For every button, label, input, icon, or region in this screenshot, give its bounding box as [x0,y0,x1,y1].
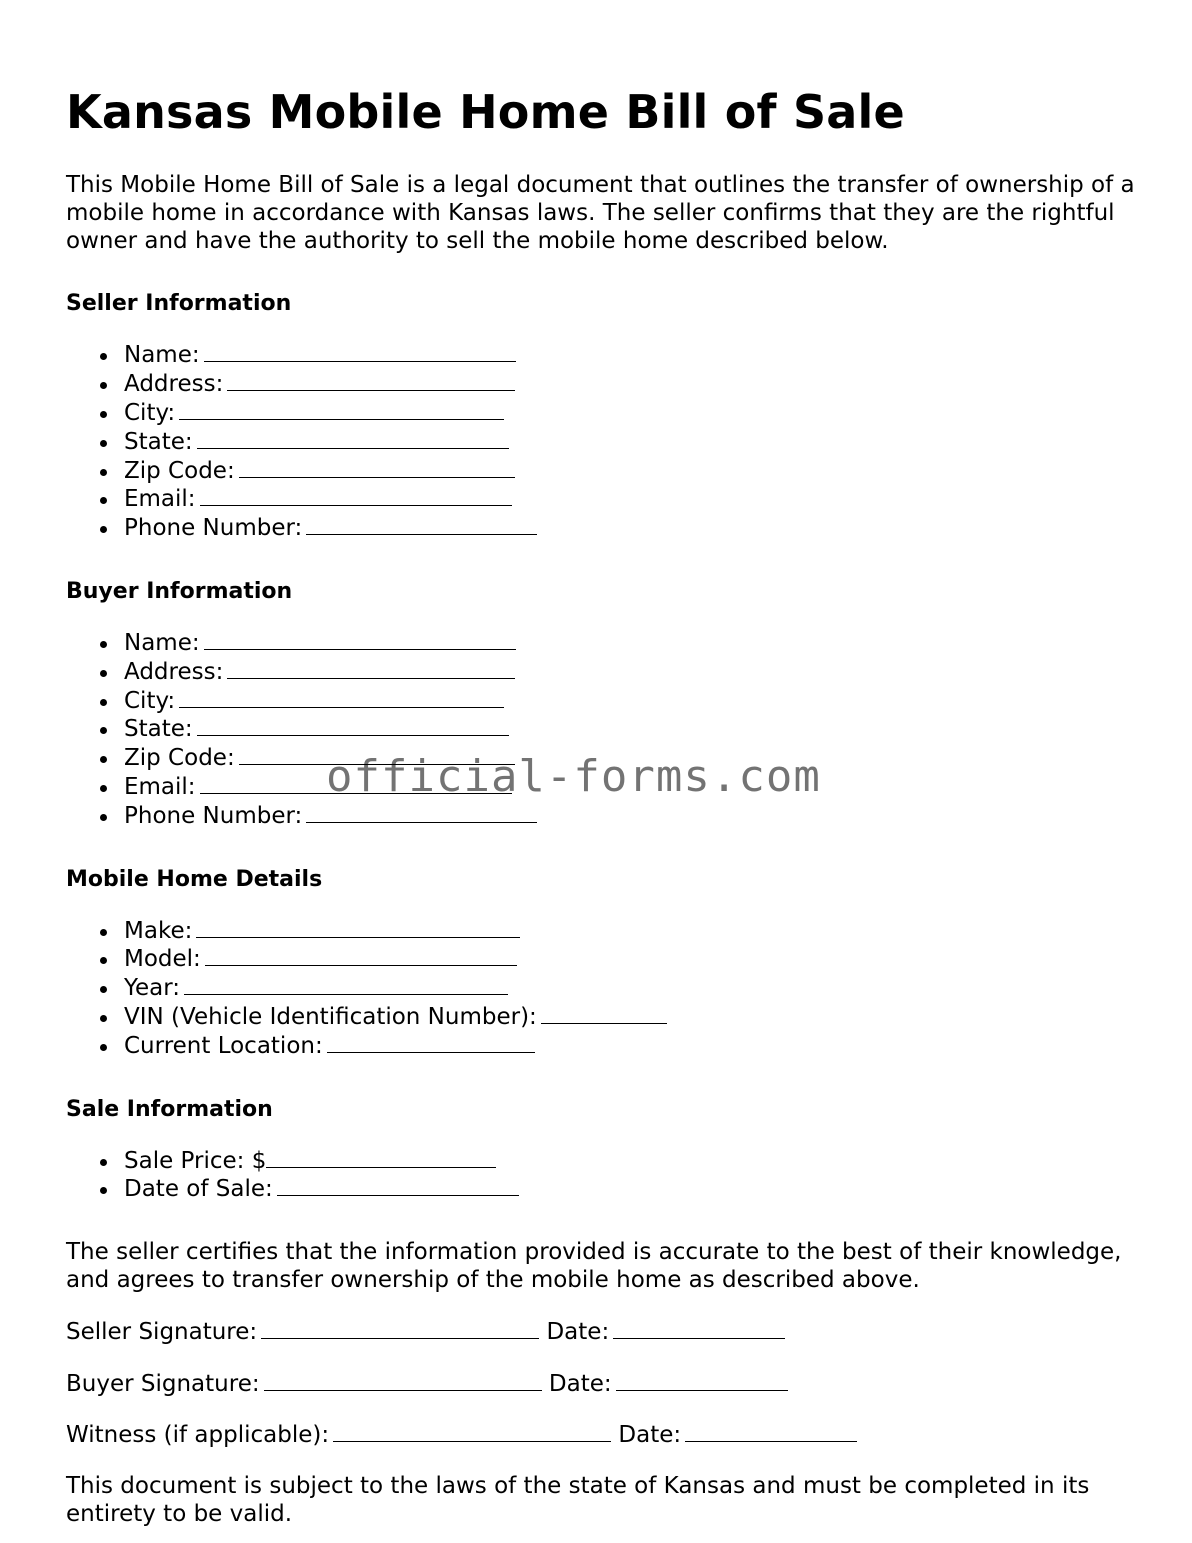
buyer-name-field[interactable]: Name: [124,629,1136,658]
seller-email-field[interactable]: Email: [124,485,1136,514]
blank-line [196,917,520,938]
home-make-field[interactable]: Make: [124,917,1136,946]
buyer-city-field[interactable]: City: [124,687,1136,716]
blank-line [197,428,509,449]
blank-line [179,399,504,420]
watermark-text: official-forms.com [326,751,821,802]
buyer-address-field[interactable]: Address: [124,658,1136,687]
blank-line [204,341,516,362]
certification-paragraph: The seller certifies that the information provided is accurate to the best of their knowledge, and agrees to transfer ownership of the mobile home as described above. [66,1239,1122,1293]
buyer-section-heading: Buyer Information [66,578,293,604]
seller-state-field[interactable]: State: [124,428,1136,457]
sale-field-list [66,1147,1136,1205]
blank-line [239,457,515,478]
blank-line [685,1421,857,1442]
document-page [66,82,1136,1529]
blank-line [179,687,504,708]
blank-line [184,974,508,995]
home-model-field[interactable]: Model: [124,945,1136,974]
buyer-phone-field[interactable]: Phone Number: [124,802,1136,831]
sale-price-field[interactable]: Sale Price: $ [124,1147,1136,1176]
seller-phone-field[interactable]: Phone Number: [124,514,1136,543]
blank-line [200,485,512,506]
blank-line [277,1175,519,1196]
seller-city-field[interactable]: City: [124,399,1136,428]
seller-name-field[interactable]: Name: [124,341,1136,370]
blank-line [541,1003,667,1024]
seller-signature-line[interactable]: Seller Signature: Date: [66,1318,1136,1347]
buyer-zip-field[interactable]: Zip Code: [124,744,1136,773]
document-title: Kansas Mobile Home Bill of Sale [66,85,905,139]
home-location-field[interactable]: Current Location: [124,1032,1136,1061]
blank-line [266,1147,496,1168]
buyer-signature-line[interactable]: Buyer Signature: Date: [66,1370,1136,1399]
blank-line [613,1318,785,1339]
blank-line [306,802,537,823]
blank-line [205,945,517,966]
home-field-list [66,917,1136,1061]
blank-line [227,658,515,679]
blank-line [327,1032,535,1053]
intro-paragraph: This Mobile Home Bill of Sale is a legal document that outlines the transfer of ownership of a mobile home in accordance with Kansas laws. The seller confirms that they are the rightful owner and have the authority to sell the mobile home described below. [66,172,1135,254]
home-year-field[interactable]: Year: [124,974,1136,1003]
blank-line [616,1370,788,1391]
buyer-email-field[interactable]: Email: [124,773,1136,802]
blank-line [333,1421,611,1442]
closing-paragraph: This document is subject to the laws of the state of Kansas and must be completed in its entirety to be valid. [66,1473,1090,1527]
blank-line [306,514,537,535]
blank-line [261,1318,539,1339]
home-vin-field[interactable]: VIN (Vehicle Identification Number): [124,1003,1136,1032]
blank-line [227,370,515,391]
home-section-heading: Mobile Home Details [66,866,323,892]
seller-address-field[interactable]: Address: [124,370,1136,399]
blank-line [264,1370,542,1391]
sale-date-field[interactable]: Date of Sale: [124,1175,1136,1204]
blank-line [197,715,509,736]
seller-zip-field[interactable]: Zip Code: [124,457,1136,486]
seller-field-list [66,341,1136,543]
blank-line [204,629,516,650]
witness-signature-line[interactable]: Witness (if applicable): Date: [66,1421,1136,1450]
buyer-state-field[interactable]: State: [124,715,1136,744]
sale-section-heading: Sale Information [66,1096,273,1122]
seller-section-heading: Seller Information [66,291,292,317]
